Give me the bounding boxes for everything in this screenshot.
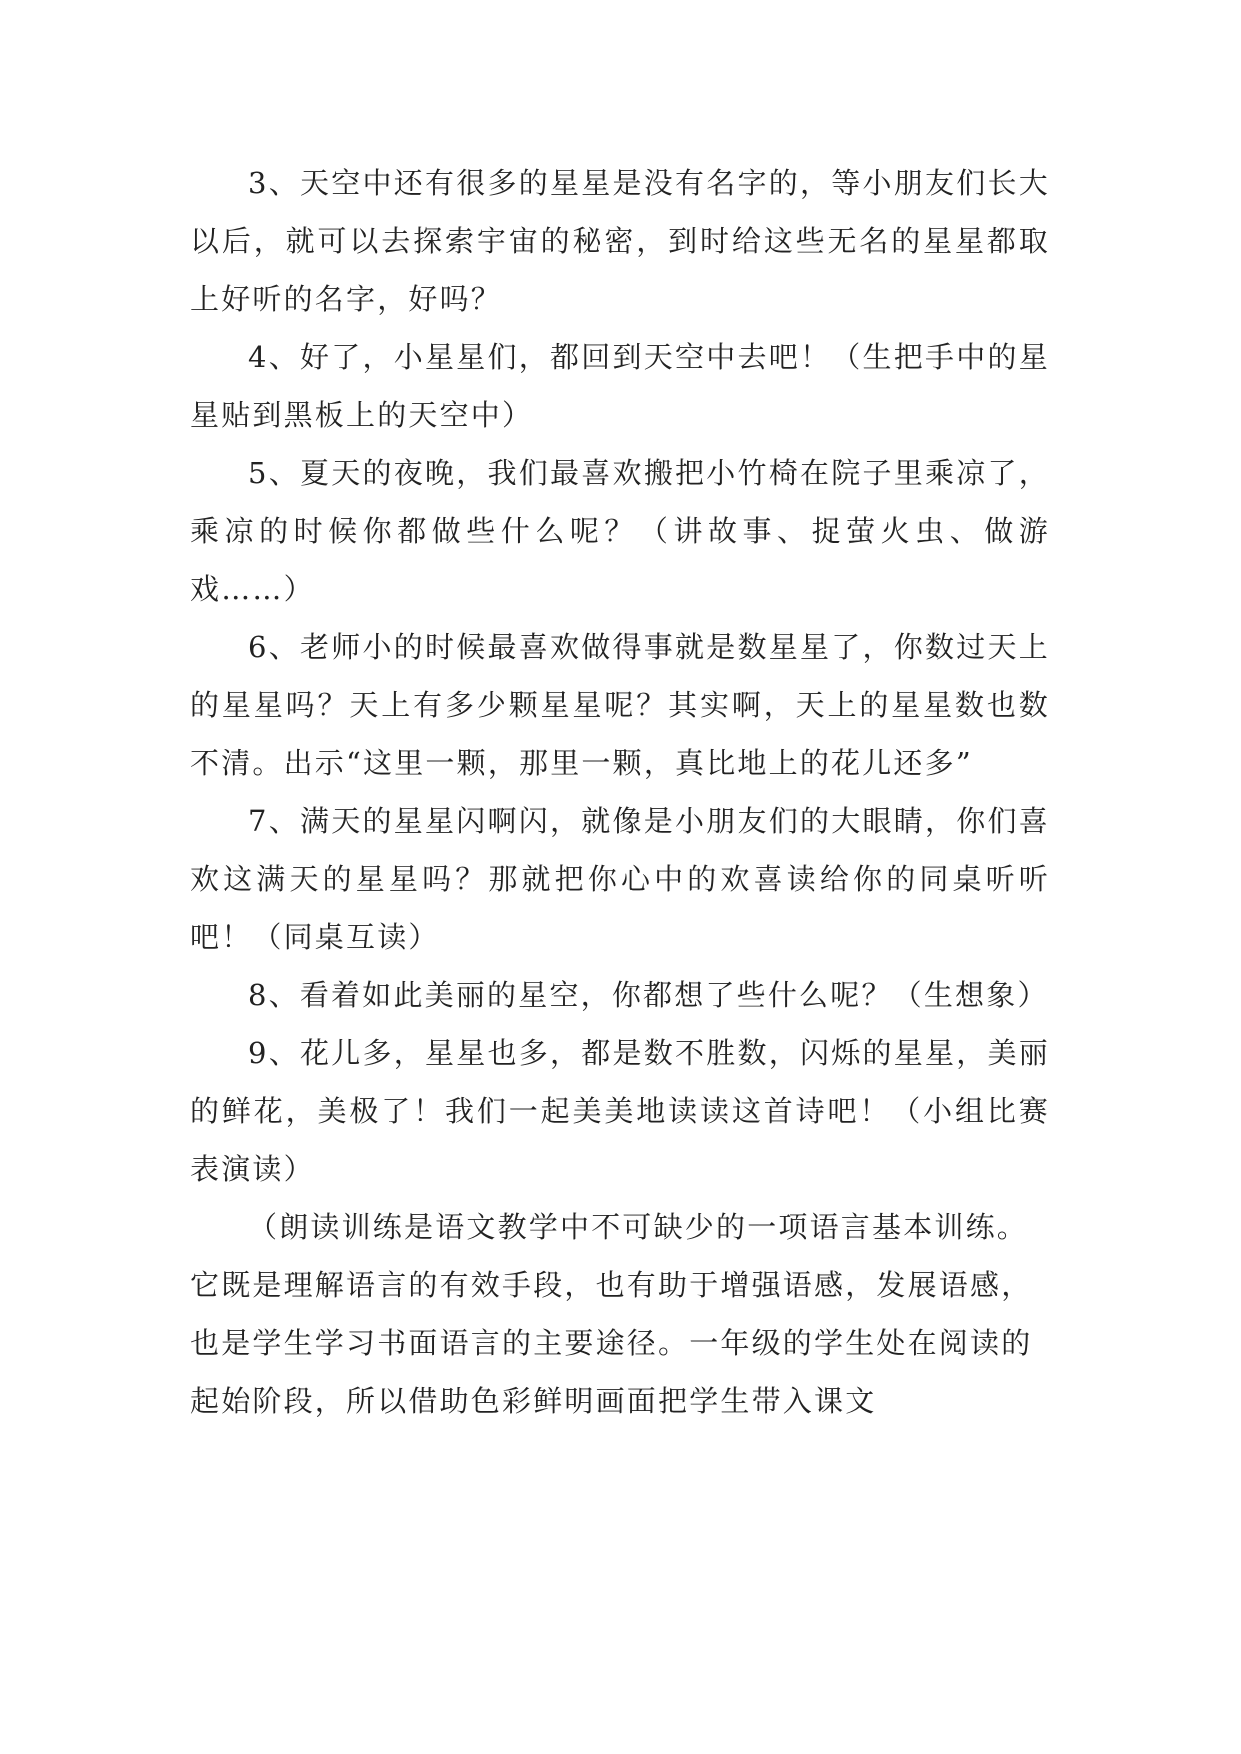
paragraph-reading-training-note: （朗读训练是语文教学中不可缺少的一项语言基本训练。它既是理解语言的有效手段，也有助于增强语感，发展语感，也是学生学习书面语言的主要途径。一年级的学生处在阅读的起始阶段，所以借助色彩鲜明画面把学生带入课文 bbox=[190, 1210, 1033, 1418]
paragraph-3: 3、天空中还有很多的星星是没有名字的，等小朋友们长大以后，就可以去探索宇宙的秘密，到时给这些无名的星星都取上好听的名字，好吗？ bbox=[190, 166, 1050, 316]
document-body bbox=[190, 154, 1050, 1430]
paragraph-9: 9、花儿多，星星也多，都是数不胜数，闪烁的星星，美丽的鲜花，美极了！我们一起美美地读读这首诗吧！（小组比赛表演读） bbox=[190, 1036, 1050, 1186]
paragraph-6: 6、老师小的时候最喜欢做得事就是数星星了，你数过天上的星星吗？天上有多少颗星星呢？其实啊，天上的星星数也数不清。出示“这里一颗，那里一颗，真比地上的花儿还多” bbox=[190, 630, 1050, 780]
paragraph-4: 4、好了，小星星们，都回到天空中去吧！（生把手中的星星贴到黑板上的天空中） bbox=[190, 340, 1050, 432]
paragraph-7: 7、满天的星星闪啊闪，就像是小朋友们的大眼睛，你们喜欢这满天的星星吗？那就把你心中的欢喜读给你的同桌听听吧！（同桌互读） bbox=[190, 804, 1050, 954]
paragraph-8: 8、看着如此美丽的星空，你都想了些什么呢？（生想象） bbox=[248, 978, 1049, 1012]
paragraph-5: 5、夏天的夜晚，我们最喜欢搬把小竹椅在院子里乘凉了，乘凉的时候你都做些什么呢？（讲故事、捉萤火虫、做游戏……） bbox=[190, 456, 1050, 606]
